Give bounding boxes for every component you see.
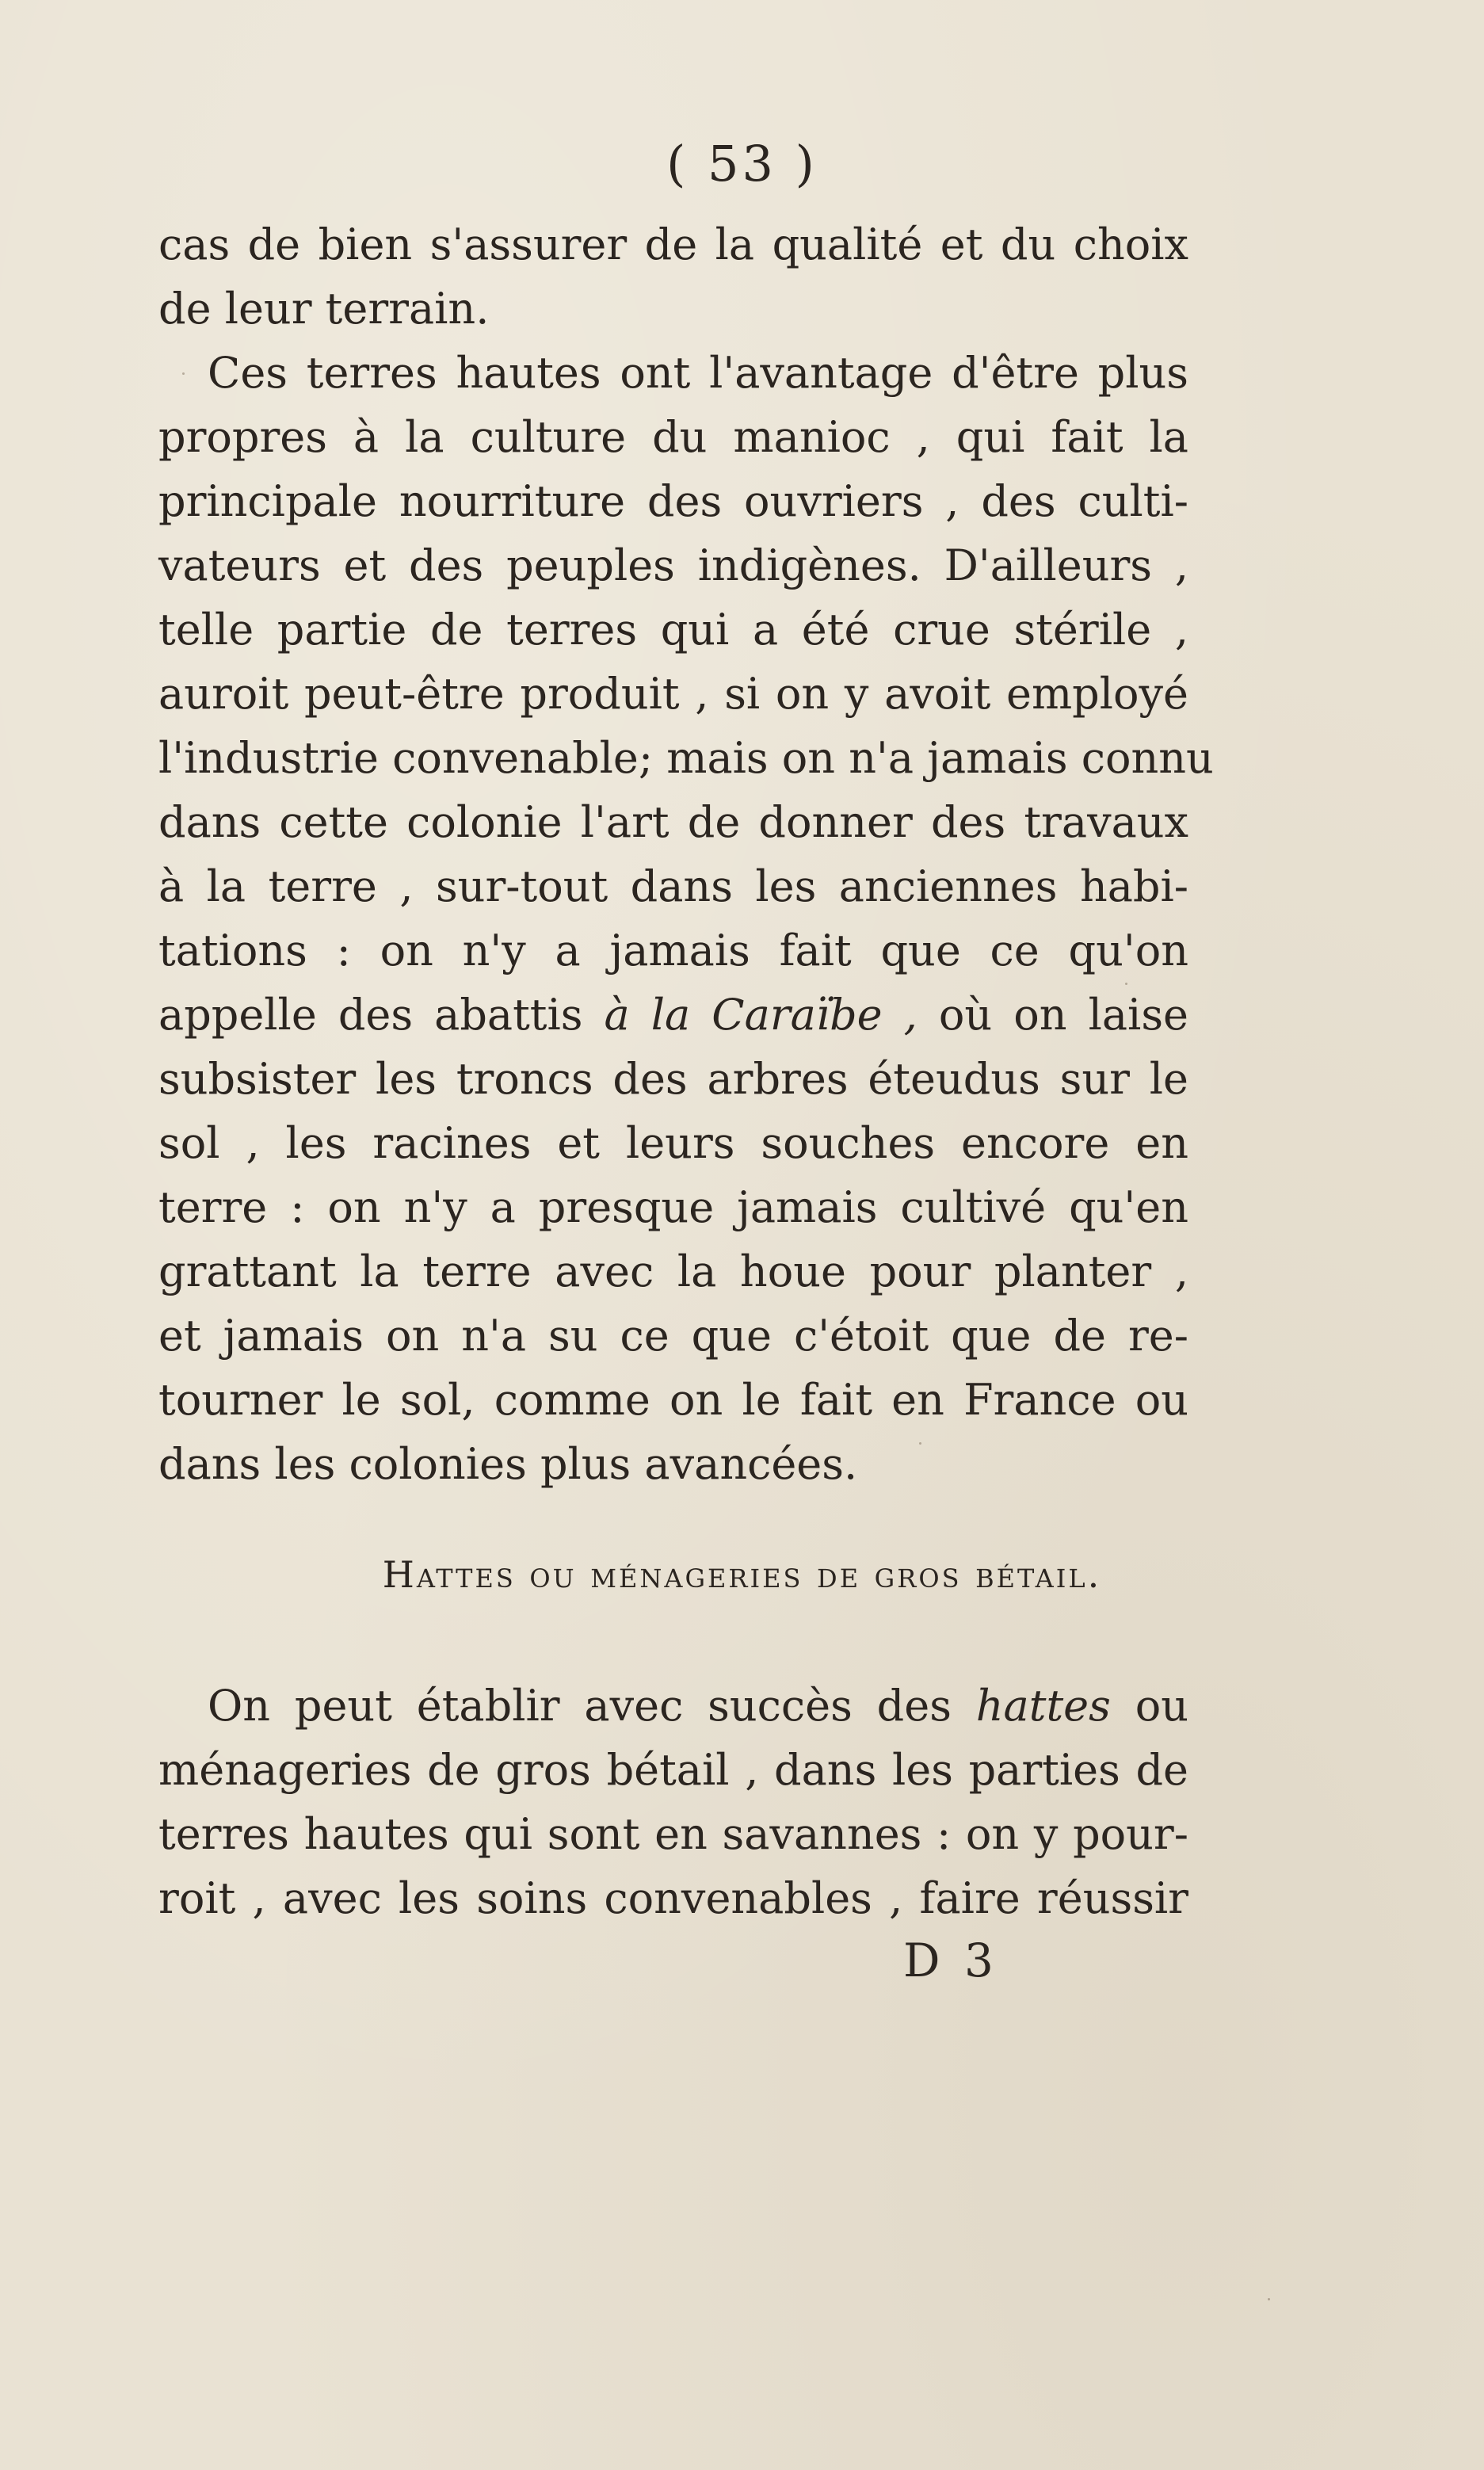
text-line: l'industrie convenable; mais on n'a jamais connu bbox=[158, 733, 1214, 783]
text-line: grattant la terre avec la houe pour planter , bbox=[158, 1246, 1188, 1296]
text-segment: où on laise bbox=[917, 990, 1188, 1040]
text-line: propres à la culture du manioc , qui fait la bbox=[158, 412, 1188, 462]
text-line: tourner le sol, comme on le fait en France ou bbox=[158, 1375, 1188, 1425]
paper-speck bbox=[919, 1442, 921, 1445]
text-line-with-italic bbox=[158, 983, 1188, 1047]
text-segment: appelle des abattis bbox=[158, 990, 605, 1040]
text-line: cas de bien s'assurer de la qualité et du choix bbox=[158, 220, 1188, 269]
text-segment: On peut établir avec succès des bbox=[208, 1681, 976, 1731]
text-line: vateurs et des peuples indigènes. D'ailleurs , bbox=[158, 540, 1188, 590]
text-line: dans cette colonie l'art de donner des travaux bbox=[158, 797, 1188, 847]
text-line: roit , avec les soins convenables , faire réussir bbox=[158, 1873, 1188, 1923]
paragraph-terres-hautes bbox=[158, 341, 1214, 1496]
paper-speck bbox=[182, 372, 185, 375]
text-segment: ou bbox=[1110, 1681, 1188, 1731]
text-line: terre : on n'y a presque jamais cultivé qu'en bbox=[158, 1182, 1188, 1232]
text-line: Ces terres hautes ont l'avantage d'être plus bbox=[208, 348, 1188, 398]
text-line: telle partie de terres qui a été crue stérile , bbox=[158, 605, 1188, 655]
section-heading: Hattes ou ménageries de gros bétail. bbox=[382, 1553, 1102, 1596]
paper-speck bbox=[1268, 2298, 1270, 2300]
text-line: sol , les racines et leurs souches encore en bbox=[158, 1118, 1188, 1168]
page-number: ( 53 ) bbox=[666, 135, 818, 193]
text-line: et jamais on n'a su ce que c'étoit que de re- bbox=[158, 1311, 1188, 1361]
text-line: dans les colonies plus avancées. bbox=[158, 1439, 858, 1489]
text-line: de leur terrain. bbox=[158, 284, 490, 334]
signature-mark: D 3 bbox=[903, 1934, 998, 1987]
paragraph-continuation bbox=[158, 212, 1188, 341]
text-line: principale nourriture des ouvriers , des culti- bbox=[158, 476, 1188, 526]
italic-word: hattes bbox=[975, 1681, 1111, 1731]
text-line: subsister les troncs des arbres éteudus sur le bbox=[158, 1054, 1188, 1104]
text-line: terres hautes qui sont en savannes : on y pour- bbox=[158, 1809, 1188, 1859]
text-line: ménageries de gros bétail , dans les parties de bbox=[158, 1745, 1188, 1795]
paragraph-hattes bbox=[158, 1674, 1188, 1930]
text-line: tations : on n'y a jamais fait que ce qu'on bbox=[158, 926, 1188, 975]
text-line: auroit peut-être produit , si on y avoit employé bbox=[158, 669, 1188, 719]
text-line-with-italic bbox=[158, 1674, 1188, 1738]
italic-phrase: à la Caraïbe , bbox=[604, 990, 917, 1040]
text-line: à la terre , sur-tout dans les anciennes habi- bbox=[158, 861, 1188, 911]
paper-speck bbox=[1125, 983, 1127, 985]
